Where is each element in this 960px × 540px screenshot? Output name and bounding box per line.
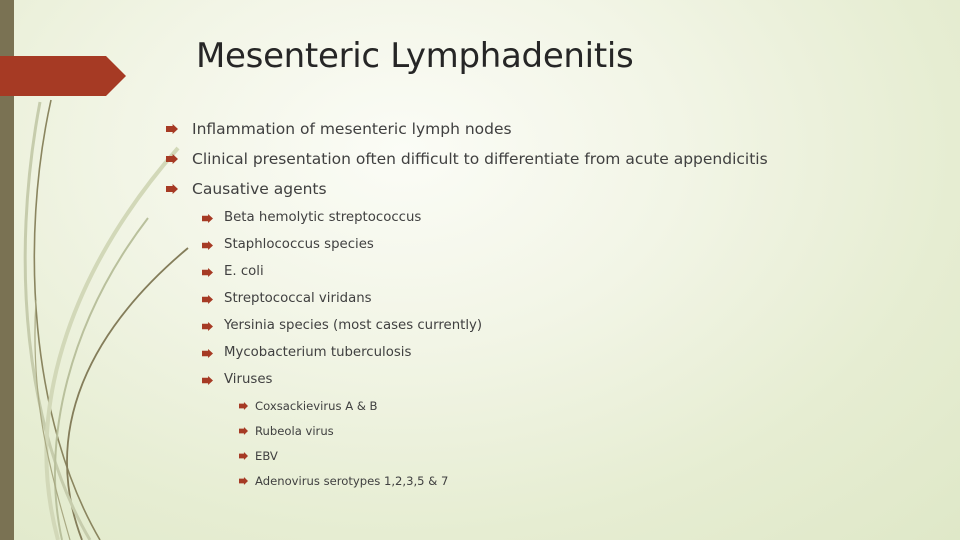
arrow-bullet-icon <box>239 452 248 460</box>
stem-curve <box>46 148 178 540</box>
list-item <box>166 176 768 206</box>
stem-curve <box>25 102 90 540</box>
stem-curve <box>55 218 148 540</box>
slide-title: Mesenteric Lymphadenitis <box>196 36 634 76</box>
arrow-bullet-icon <box>202 376 213 385</box>
list-item <box>166 146 768 176</box>
arrow-bullet-icon <box>202 349 213 358</box>
list-item-text: Rubeola virus <box>255 424 334 438</box>
list-item-text: Mycobacterium tuberculosis <box>224 345 412 360</box>
list-item <box>166 470 768 495</box>
list-item <box>166 420 768 445</box>
list-item-text: Yersinia species (most cases currently) <box>224 318 483 333</box>
list-item-text: Beta hemolytic streptococcus <box>224 210 422 225</box>
list-item-text: Streptococcal viridans <box>224 291 372 306</box>
arrow-bullet-icon <box>239 402 248 410</box>
list-item <box>166 206 768 233</box>
list-item-text: Causative agents <box>192 180 327 198</box>
stem-curve <box>35 300 70 540</box>
list-item <box>166 233 768 260</box>
arrow-bullet-icon <box>202 322 213 331</box>
list-item-text: Inflammation of mesenteric lymph nodes <box>192 120 512 138</box>
arrow-bullet-icon <box>202 214 213 223</box>
list-item <box>166 116 768 146</box>
list-item <box>166 445 768 470</box>
arrow-bullet-icon <box>166 154 178 164</box>
list-item-text: E. coli <box>224 264 264 279</box>
arrow-bullet-icon <box>202 268 213 277</box>
list-item <box>166 368 768 395</box>
arrow-bullet-icon <box>166 184 178 194</box>
arrow-bullet-icon <box>239 427 248 435</box>
left-accent-bar <box>0 0 14 540</box>
list-item-text: Clinical presentation often difficult to differentiate from acute appendicitis <box>192 150 768 168</box>
list-item <box>166 395 768 420</box>
list-item-text: Viruses <box>224 372 273 387</box>
title-arrow-tab <box>0 56 126 96</box>
list-item-text: Coxsackievirus A & B <box>255 399 378 413</box>
arrow-bullet-icon <box>166 124 178 134</box>
list-item-text: EBV <box>255 449 278 463</box>
bullet-list <box>166 116 768 495</box>
list-item <box>166 314 768 341</box>
arrow-bullet-icon <box>202 241 213 250</box>
arrow-bullet-icon <box>202 295 213 304</box>
list-item-text: Staphlococcus species <box>224 237 374 252</box>
list-item-text: Adenovirus serotypes 1,2,3,5 & 7 <box>255 474 449 488</box>
list-item <box>166 287 768 314</box>
list-item <box>166 341 768 368</box>
list-item <box>166 260 768 287</box>
stem-curve <box>34 100 100 540</box>
arrow-bullet-icon <box>239 477 248 485</box>
